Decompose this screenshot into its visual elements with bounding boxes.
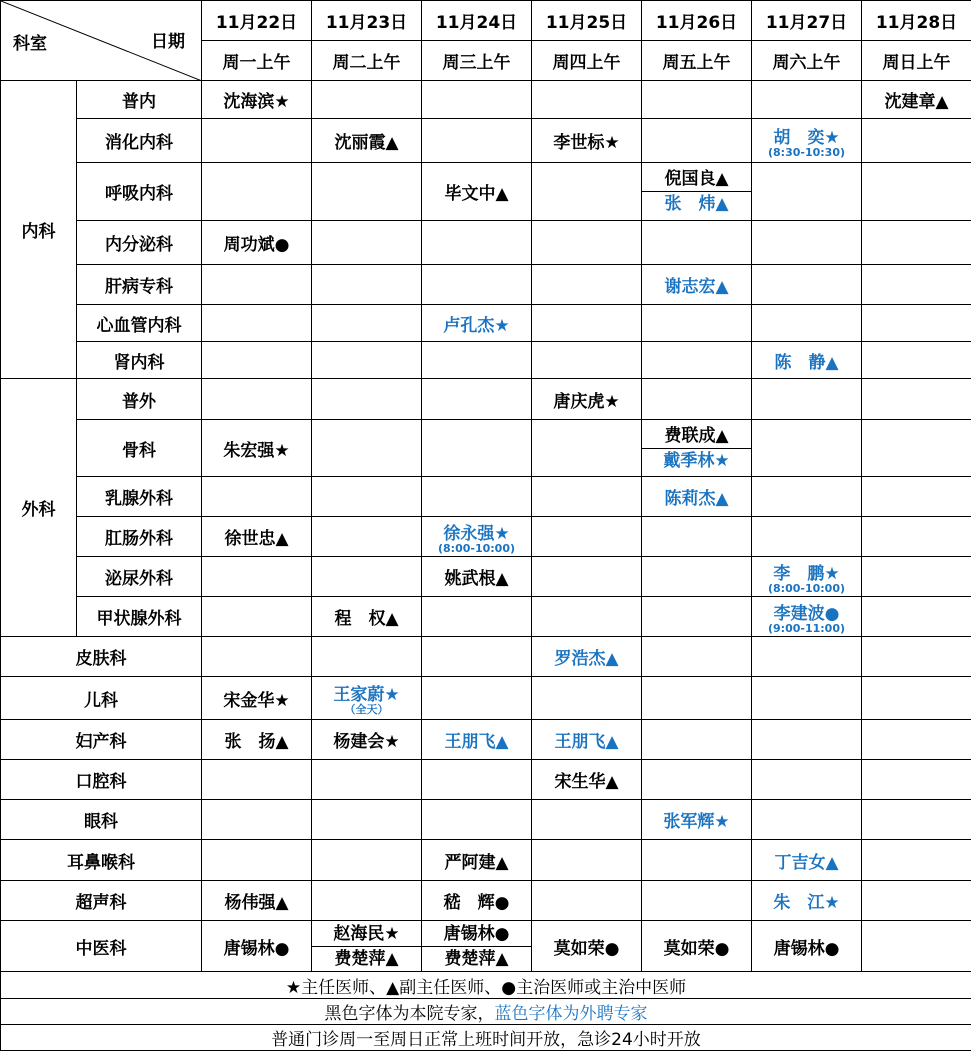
- note-black: 黑色字体为本院专家，: [325, 1004, 495, 1024]
- doctor-cell: [312, 677, 422, 720]
- doctor-cell: 杨伟强▲: [202, 881, 312, 921]
- hours-row: 普通门诊周一至周日正常上班时间开放，急诊24小时开放: [1, 1025, 971, 1051]
- doctor-cell: 张 扬▲: [202, 720, 312, 760]
- doctor-cell: 杨建会★: [312, 720, 422, 760]
- note-row: [1, 999, 971, 1025]
- doctor-cell-split: [642, 420, 752, 477]
- doctor-cell: 周功斌●: [202, 221, 312, 265]
- dept-name: 肛肠外科: [77, 517, 202, 557]
- time-note: (8:00-10:00): [422, 543, 531, 555]
- time-note: (8:00-10:00): [752, 583, 861, 595]
- time-note: （全天）: [312, 704, 421, 716]
- doctor-cell: 沈建章▲: [862, 81, 971, 119]
- doctor-name: 倪国良▲: [642, 167, 751, 191]
- doctor-cell: 唐锡林●: [202, 921, 312, 972]
- doctor-cell: 程 权▲: [312, 597, 422, 637]
- doctor-cell: 嵇 辉●: [422, 881, 532, 921]
- group-neike: 内科: [1, 81, 77, 379]
- doctor-name: 赵海民★: [312, 922, 421, 946]
- date-header: 11月26日: [642, 1, 752, 41]
- doctor-cell: 徐世忠▲: [202, 517, 312, 557]
- doctor-cell: 沈丽霞▲: [312, 119, 422, 163]
- dept-name: 泌尿外科: [77, 557, 202, 597]
- dept-name: 甲状腺外科: [77, 597, 202, 637]
- session-header: 周五上午: [642, 41, 752, 81]
- doctor-cell: 谢志宏▲: [642, 265, 752, 305]
- doctor-cell-split: [312, 921, 422, 972]
- session-header: 周一上午: [202, 41, 312, 81]
- doctor-cell: 唐庆虎★: [532, 379, 642, 420]
- doctor-cell: 朱宏强★: [202, 420, 312, 477]
- date-header: 11月28日: [862, 1, 971, 41]
- dept-name: 皮肤科: [1, 637, 202, 677]
- doctor-cell: 姚武根▲: [422, 557, 532, 597]
- dept-name: 骨科: [77, 420, 202, 477]
- dept-name: 呼吸内科: [77, 163, 202, 221]
- dept-name: 儿科: [1, 677, 202, 720]
- doctor-cell: 丁吉女▲: [752, 840, 862, 881]
- dept-name: 妇产科: [1, 720, 202, 760]
- doctor-cell: 卢孔杰★: [422, 305, 532, 342]
- dept-name: 乳腺外科: [77, 477, 202, 517]
- doctor-cell: [752, 597, 862, 637]
- doctor-cell-split: [422, 921, 532, 972]
- dept-name: 肾内科: [77, 342, 202, 379]
- doctor-name: 李建波●: [774, 604, 840, 624]
- doctor-cell: 毕文中▲: [422, 163, 532, 221]
- note-blue: 蓝色字体为外聘专家: [495, 1004, 648, 1024]
- time-note: (8:30-10:30): [752, 147, 861, 159]
- doctor-cell: 宋金华★: [202, 677, 312, 720]
- time-note: (9:00-11:00): [752, 623, 861, 635]
- doctor-name: 费联成▲: [642, 424, 751, 448]
- doctor-cell: 王朋飞▲: [422, 720, 532, 760]
- group-waike: 外科: [1, 379, 77, 637]
- dept-name: 内分泌科: [77, 221, 202, 265]
- dept-name: 中医科: [1, 921, 202, 972]
- doctor-cell: 朱 江★: [752, 881, 862, 921]
- corner-header: [1, 1, 202, 81]
- dept-name: 超声科: [1, 881, 202, 921]
- doctor-cell: 王朋飞▲: [532, 720, 642, 760]
- dept-name: 心血管内科: [77, 305, 202, 342]
- doctor-cell: [752, 557, 862, 597]
- legend-row: ★主任医师、▲副主任医师、●主治医师或主治中医师: [1, 972, 971, 999]
- dept-name: 普外: [77, 379, 202, 420]
- doctor-name: 徐永强★: [443, 524, 509, 544]
- session-header: 周日上午: [862, 41, 971, 81]
- doctor-cell-split: [642, 163, 752, 221]
- date-header: 11月25日: [532, 1, 642, 41]
- doctor-cell: 沈海滨★: [202, 81, 312, 119]
- dept-name: 眼科: [1, 800, 202, 840]
- doctor-name: 王家蔚★: [333, 685, 399, 705]
- corner-date-label: 日期: [151, 27, 185, 52]
- date-header: 11月27日: [752, 1, 862, 41]
- doctor-name: 唐锡林●: [422, 922, 531, 946]
- doctor-cell: [752, 119, 862, 163]
- date-header: 11月22日: [202, 1, 312, 41]
- doctor-name: 胡 奕★: [773, 128, 839, 148]
- doctor-cell: 张军辉★: [642, 800, 752, 840]
- doctor-cell: 莫如荣●: [532, 921, 642, 972]
- doctor-cell: 罗浩杰▲: [532, 637, 642, 677]
- doctor-cell: 陈莉杰▲: [642, 477, 752, 517]
- doctor-cell: 唐锡林●: [752, 921, 862, 972]
- session-header: 周二上午: [312, 41, 422, 81]
- doctor-cell: 宋生华▲: [532, 760, 642, 800]
- doctor-name: 李 鹏★: [773, 564, 839, 584]
- doctor-cell: 莫如荣●: [642, 921, 752, 972]
- date-header: 11月23日: [312, 1, 422, 41]
- doctor-name: 戴季林★: [642, 448, 751, 473]
- doctor-cell: 严阿建▲: [422, 840, 532, 881]
- dept-name: 口腔科: [1, 760, 202, 800]
- dept-name: 普内: [77, 81, 202, 119]
- doctor-name: 费楚萍▲: [312, 946, 421, 971]
- session-header: 周四上午: [532, 41, 642, 81]
- dept-name: 肝病专科: [77, 265, 202, 305]
- doctor-cell: 陈 静▲: [752, 342, 862, 379]
- session-header: 周三上午: [422, 41, 532, 81]
- dept-name: 耳鼻喉科: [1, 840, 202, 881]
- date-header: 11月24日: [422, 1, 532, 41]
- session-header: 周六上午: [752, 41, 862, 81]
- doctor-cell: [422, 517, 532, 557]
- dept-name: 消化内科: [77, 119, 202, 163]
- doctor-name: 张 炜▲: [642, 191, 751, 216]
- corner-dept-label: 科室: [13, 29, 47, 54]
- doctor-name: 费楚萍▲: [422, 946, 531, 971]
- doctor-cell: 李世标★: [532, 119, 642, 163]
